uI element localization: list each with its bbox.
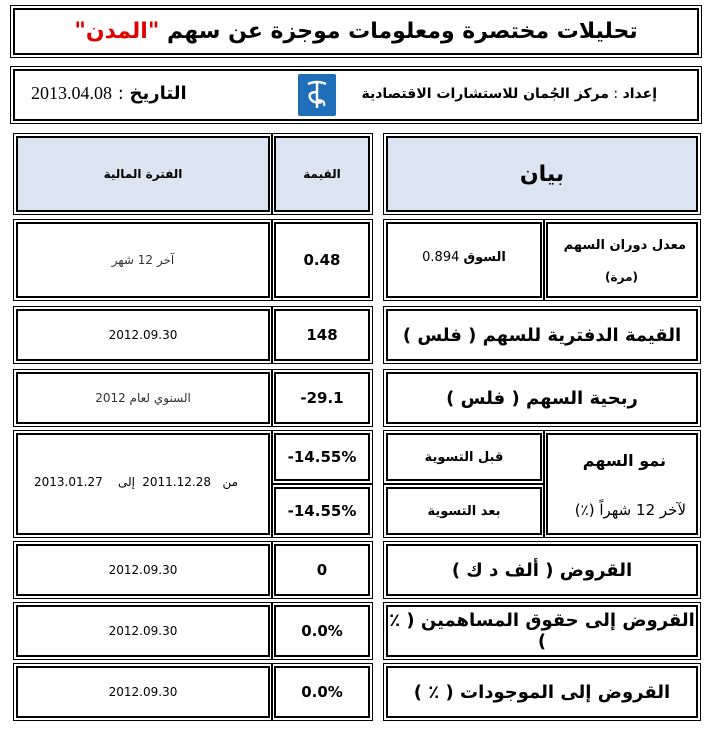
date-sep: : bbox=[117, 83, 124, 104]
turnover-value-cell bbox=[274, 222, 370, 298]
loans-assets-period-cell bbox=[16, 666, 270, 718]
company-open-quote: " bbox=[147, 19, 160, 44]
loans-assets-label: القروض إلى الموجودات ( ٪ ) bbox=[413, 681, 671, 703]
turnover-label-line1: معدل دوران السهم bbox=[563, 238, 686, 253]
header-statement bbox=[386, 136, 698, 212]
eps-label-cell bbox=[386, 372, 698, 424]
book-value-label-cell bbox=[386, 309, 698, 361]
eps-period: السنوي لعام 2012 bbox=[95, 391, 191, 405]
header-value bbox=[274, 136, 370, 212]
loans-label: القروض ( ألف د ك ) bbox=[451, 559, 633, 581]
growth-label-line2: لآخر 12 شهراً (٪) bbox=[574, 501, 686, 519]
prepared-by-group bbox=[361, 86, 657, 102]
eps-label: ربحية السهم ( فلس ) bbox=[446, 387, 638, 409]
prepared-by-label: إعداد bbox=[622, 86, 657, 102]
loans-period: 2012.09.30 bbox=[108, 563, 178, 577]
loans-equity-period: 2012.09.30 bbox=[108, 624, 178, 638]
loans-equity-period-cell bbox=[16, 605, 270, 657]
turnover-period: آخر 12 شهر bbox=[111, 253, 175, 267]
company-close-quote: " bbox=[74, 19, 86, 44]
loans-equity-value: 0.0% bbox=[301, 622, 343, 640]
turnover-market-cell bbox=[386, 222, 542, 298]
header-period-text: الفترة المالية bbox=[103, 167, 183, 181]
info-box bbox=[13, 69, 699, 121]
growth-from-group bbox=[142, 475, 238, 489]
loans-assets-period: 2012.09.30 bbox=[108, 685, 178, 699]
loans-value: 0 bbox=[316, 561, 328, 579]
aljuman-logo-icon bbox=[298, 74, 336, 116]
loans-equity-value-cell bbox=[274, 605, 370, 657]
title-box bbox=[13, 8, 699, 55]
turnover-period-cell bbox=[16, 222, 270, 298]
growth-before-label-cell bbox=[386, 433, 542, 481]
growth-after-label: بعد التسوية bbox=[427, 503, 501, 519]
book-value-period: 2012.09.30 bbox=[108, 328, 178, 342]
growth-to-label: إلى bbox=[117, 475, 135, 489]
growth-before-value-cell bbox=[274, 433, 370, 481]
growth-before-value: -14.55% bbox=[287, 448, 357, 466]
header-period bbox=[16, 136, 270, 212]
turnover-label-line2: (مرة) bbox=[605, 270, 638, 284]
growth-from-label: من bbox=[222, 475, 238, 489]
turnover-market-value: 0.894 bbox=[422, 250, 460, 265]
eps-period-cell bbox=[16, 372, 270, 424]
loans-equity-label: القروض إلى حقوق المساهمين ( ٪ ) bbox=[389, 610, 695, 652]
turnover-value: 0.48 bbox=[303, 251, 341, 269]
date-label: التاريخ bbox=[129, 83, 187, 104]
loans-period-cell bbox=[16, 544, 270, 596]
growth-label-cell bbox=[546, 433, 698, 535]
growth-label-line1: نمو السهم bbox=[582, 451, 666, 470]
loans-label-cell bbox=[386, 544, 698, 596]
turnover-market-label: السوق bbox=[463, 250, 506, 265]
eps-value: -29.1 bbox=[300, 389, 344, 407]
growth-after-value-cell bbox=[274, 487, 370, 535]
growth-period-cell bbox=[16, 433, 270, 535]
page-title bbox=[74, 19, 637, 44]
prepared-by-sep: : bbox=[613, 86, 619, 102]
eps-value-cell bbox=[274, 372, 370, 424]
loans-assets-label-cell bbox=[386, 666, 698, 718]
growth-to-group bbox=[34, 475, 135, 489]
loans-value-cell bbox=[274, 544, 370, 596]
date-value: 2013.04.08 bbox=[31, 83, 112, 103]
growth-to-date: 2013.01.27 bbox=[34, 475, 103, 489]
loans-assets-value-cell bbox=[274, 666, 370, 718]
date-group bbox=[31, 83, 187, 104]
header-statement-text: بيان bbox=[519, 161, 565, 187]
loans-assets-value: 0.0% bbox=[301, 683, 343, 701]
turnover-market-group bbox=[388, 250, 540, 265]
book-value-value-cell bbox=[274, 309, 370, 361]
header-value-text: القيمة bbox=[303, 167, 341, 181]
title-prefix: تحليلات مختصرة ومعلومات موجزة عن سهم bbox=[167, 19, 638, 44]
book-value-label: القيمة الدفترية للسهم ( فلس ) bbox=[402, 324, 682, 346]
growth-from-date: 2011.12.28 bbox=[142, 475, 211, 489]
company-name: المدن bbox=[85, 19, 148, 44]
prepared-by-value: مركز الجُمان للاستشارات الاقتصادية bbox=[361, 86, 609, 102]
growth-before-label: قبل التسوية bbox=[424, 449, 504, 465]
turnover-label-cell bbox=[546, 222, 698, 298]
loans-equity-label-cell bbox=[386, 605, 698, 657]
growth-after-label-cell bbox=[386, 487, 542, 535]
growth-after-value: -14.55% bbox=[287, 502, 357, 520]
book-value-value: 148 bbox=[306, 326, 338, 344]
book-value-period-cell bbox=[16, 309, 270, 361]
